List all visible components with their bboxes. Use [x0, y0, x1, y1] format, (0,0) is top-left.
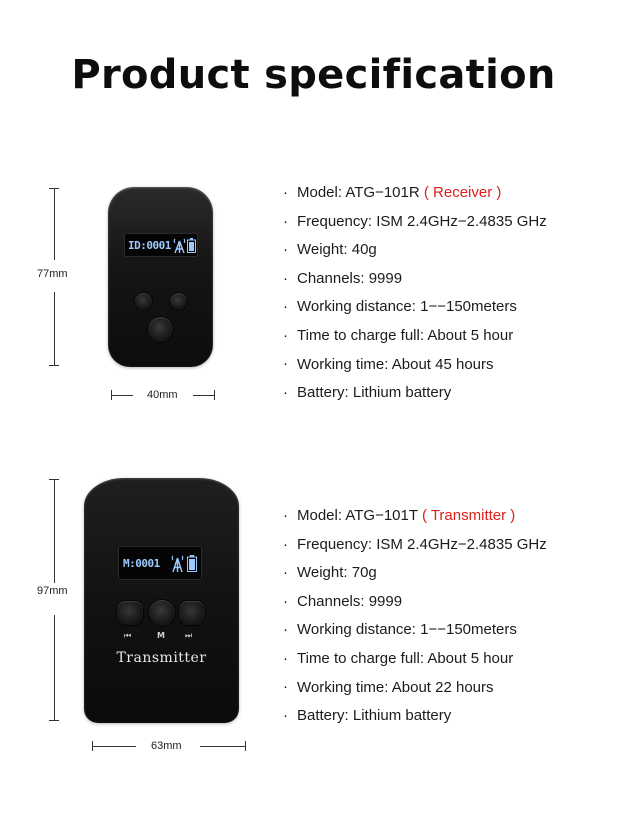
receiver-width-label: 40mm: [147, 389, 178, 401]
page-title: Product specification: [71, 52, 556, 98]
spec-item: · Weight: 40g: [283, 241, 377, 258]
transmitter-prev-button: [117, 601, 143, 625]
transmitter-mode-button: [149, 600, 175, 626]
receiver-spec-list: [283, 184, 547, 413]
spec-item: · Working time: About 45 hours: [283, 355, 494, 373]
transmitter-height-label: 97mm: [37, 585, 68, 597]
spec-item: · Battery: Lithium battery: [283, 384, 452, 401]
spec-item: · Time to charge full: About 5 hour: [283, 326, 514, 344]
transmitter-brand-label: Transmitter: [116, 650, 207, 666]
spec-item: · Working distance: 1−−150meters: [283, 298, 517, 315]
transmitter-next-button: [179, 601, 205, 625]
prev-track-icon: ⏮: [124, 631, 132, 640]
spec-item: · Frequency: ISM 2.4GHz−2.4835 GHz: [283, 535, 547, 553]
spec-item: · Frequency: ISM 2.4GHz−2.4835 GHz: [283, 212, 547, 230]
receiver-power-button: [148, 317, 173, 342]
receiver-screen-id: ID:0001: [128, 239, 171, 252]
receiver-right-button: [170, 293, 187, 310]
spec-item: · Channels: 9999: [283, 592, 403, 610]
spec-item: · Model: ATG−101T ( Transmitter ): [283, 507, 516, 524]
battery-icon: [187, 555, 197, 572]
mode-label: M: [157, 631, 165, 640]
receiver-height-label: 77mm: [37, 268, 68, 280]
antenna-icon: [171, 554, 184, 573]
transmitter-width-label: 63mm: [151, 740, 182, 752]
spec-item: · Battery: Lithium battery: [283, 707, 452, 724]
battery-icon: [187, 238, 196, 253]
spec-item: · Time to charge full: About 5 hour: [283, 649, 514, 667]
next-track-icon: ⏭: [185, 631, 193, 640]
spec-item: · Working distance: 1−−150meters: [283, 621, 517, 638]
transmitter-screen: [118, 546, 202, 580]
transmitter-screen-id: M:0001: [123, 557, 160, 570]
spec-item: · Working time: About 22 hours: [283, 678, 494, 696]
receiver-left-button: [135, 293, 152, 310]
spec-item: · Weight: 70g: [283, 564, 377, 581]
transmitter-device-image: [84, 478, 239, 723]
antenna-icon: [173, 237, 186, 254]
transmitter-height-dimension: [49, 479, 59, 721]
receiver-device-image: [108, 187, 213, 367]
receiver-screen: [124, 233, 198, 257]
transmitter-spec-list: [283, 507, 547, 736]
spec-item: · Channels: 9999: [283, 269, 403, 287]
spec-item: · Model: ATG−101R ( Receiver ): [283, 184, 502, 201]
